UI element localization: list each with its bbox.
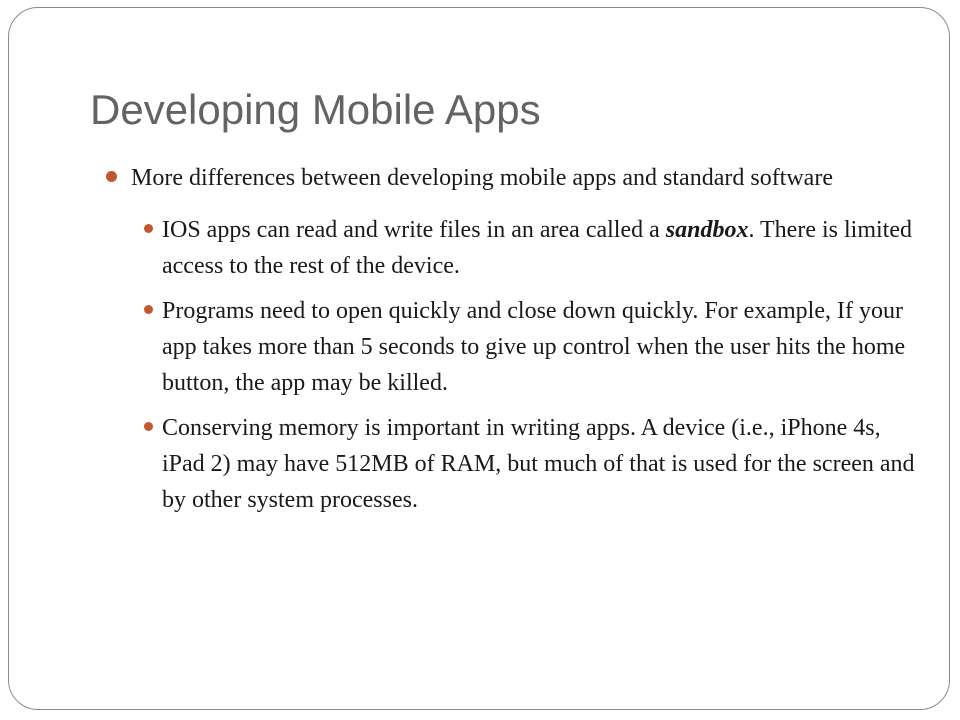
slide-title: Developing Mobile Apps	[90, 86, 541, 133]
sub-bullet-text: Conserving memory is important in writing apps. A device (i.e., iPhone 4s, iPad 2) may have 512MB of RAM, but much of that is used for the screen and by other system processes.	[162, 415, 915, 513]
sandbox-emphasis: sandbox	[665, 217, 749, 243]
bullet-dot-icon	[144, 422, 153, 431]
bullet-dot-icon	[144, 224, 153, 233]
sub-bullet-list	[106, 212, 926, 518]
sub-bullet-sandbox	[130, 212, 926, 284]
slide-body	[106, 160, 926, 527]
sub-bullet-text: Programs need to open quickly and close down quickly. For example, If your app takes more than 5 seconds to give up control when the user hits the home button, the app may be killed.	[162, 298, 906, 396]
sub-bullet-text-part: IOS apps can read and write files in an area called a	[162, 217, 666, 243]
sub-bullet-startup	[130, 293, 926, 401]
sub-bullet-memory	[130, 410, 926, 518]
sub-bullet-text-part: . There is limited access to the rest of the device.	[162, 217, 912, 279]
main-bullet	[106, 160, 926, 196]
bullet-dot-icon	[106, 171, 117, 182]
main-bullet-text: More differences between developing mobile apps and standard software	[131, 165, 833, 191]
bullet-dot-icon	[144, 305, 153, 314]
